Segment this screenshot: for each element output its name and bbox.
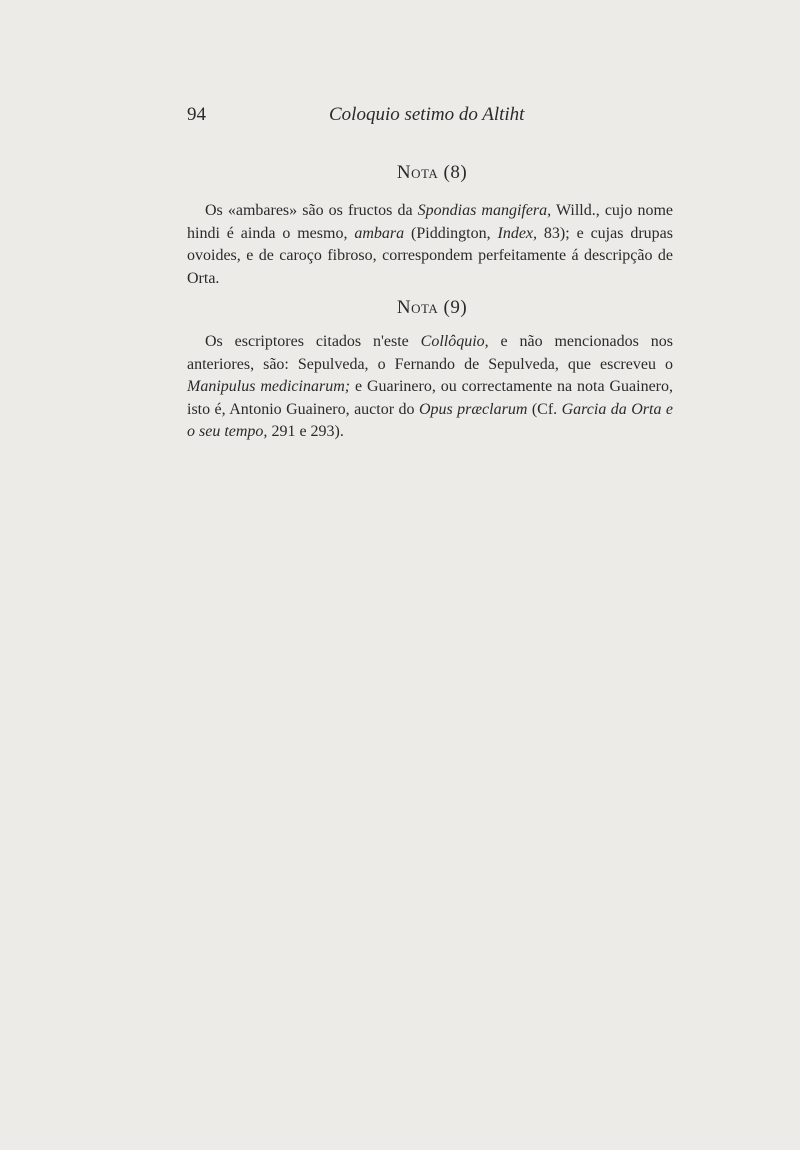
italic-run: ambara — [354, 224, 405, 242]
note-8-paragraph — [187, 200, 673, 290]
italic-run: Index, — [497, 224, 538, 242]
running-title: Coloquio setimo do Altiht — [329, 104, 525, 125]
text-run: (Cf. — [527, 400, 562, 418]
note-8-heading — [187, 162, 677, 184]
italic-run: Collôquio, — [420, 333, 489, 350]
note-8-heading-text: Nota (8) — [396, 162, 468, 183]
text-run: e não mencionados nos anteriores, são: Sepulveda, o Fernando de Sepulveda, que escreveu o — [187, 333, 673, 373]
page-number: 94 — [187, 104, 206, 125]
note-9-heading — [187, 297, 677, 319]
text-run: 291 e 293). — [267, 423, 344, 440]
note-9-paragraph — [187, 331, 673, 444]
note-9-heading-text: Nota (9) — [396, 297, 468, 318]
text-run: Os escriptores citados n'este — [205, 333, 421, 350]
text-run: Os «ambares» são os fructos da — [205, 202, 418, 219]
page-header — [187, 104, 677, 134]
italic-run: Opus præclarum — [418, 400, 528, 418]
text-run: 83); e cujas drupas ovoides, e de caroço fibroso, correspondem perfeitamente á descripção de Orta. — [187, 224, 674, 287]
italic-run: Spondias mangifera, — [417, 202, 552, 219]
italic-run: Manipulus medicinarum; — [187, 378, 351, 395]
text-run: (Piddington, — [404, 224, 498, 242]
text-run: Willd., cujo nome hindi é ainda o mesmo, — [187, 202, 674, 242]
italic-run: Garcia da Orta e o seu tempo, — [187, 400, 673, 440]
text-run: e Guarinero, ou correctamente na nota Guainero, isto é, Antonio Guainero, auctor do — [187, 378, 674, 418]
